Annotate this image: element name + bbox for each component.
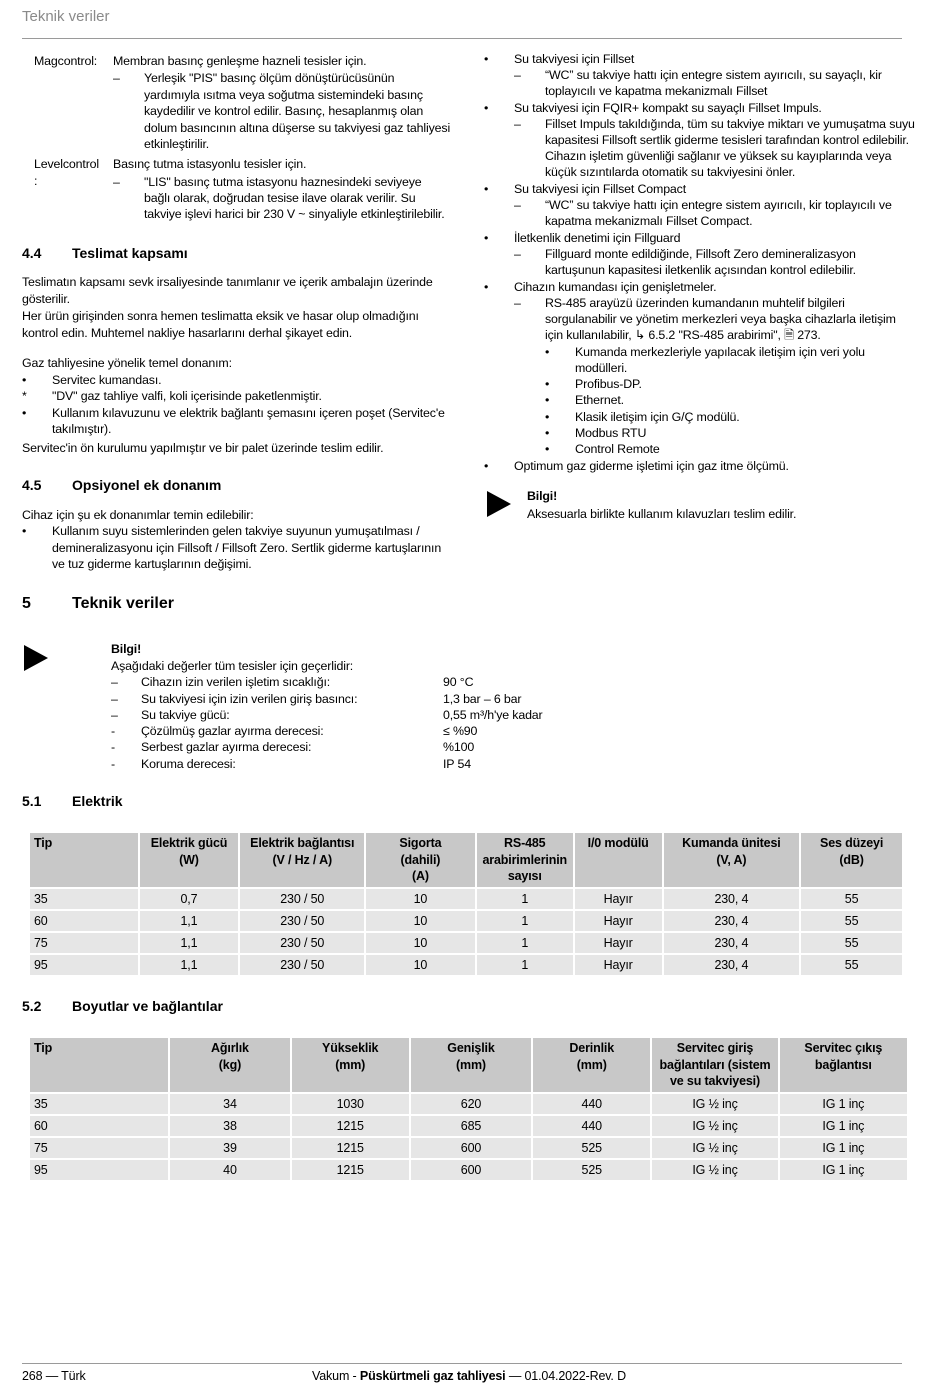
section-4-5-number: 4.5 bbox=[22, 477, 42, 493]
col-header-line: (mm) bbox=[455, 1057, 486, 1072]
impuls-line: Fillset Impuls takıldığında, tüm su takviye miktarı ve yumuşatma suyu bbox=[545, 117, 915, 131]
table-cell: 525 bbox=[533, 1138, 650, 1158]
ext-subitem: Modbus RTU bbox=[575, 426, 647, 440]
magcontrol-desc: Membran basınç genleşme hazneli tesisler için. bbox=[113, 54, 367, 68]
table-cell: 0,7 bbox=[140, 889, 239, 909]
ext-subitem: Control Remote bbox=[575, 442, 660, 456]
table-cell: 1030 bbox=[292, 1094, 409, 1114]
table-cell: 1215 bbox=[292, 1138, 409, 1158]
info-text: Aksesuarla birlikte kullanım kılavuzları teslim edilir. bbox=[527, 507, 797, 521]
ext-subitem: Kumanda merkezleriyle yapılacak iletişim için veri yolu bbox=[575, 345, 865, 359]
col-header-line: Ses düzeyi bbox=[820, 836, 884, 850]
footer-doc-bold: Püskürtmeli gaz tahliyesi bbox=[359, 1369, 506, 1383]
table-cell: 1215 bbox=[292, 1116, 409, 1136]
list-dash: – bbox=[514, 296, 521, 310]
compact-title: Su takviyesi için Fillset Compact bbox=[514, 182, 687, 196]
section-5-2-title: Boyutlar ve bağlantılar bbox=[72, 998, 223, 1014]
list-bullet: • bbox=[22, 524, 27, 538]
col-header-line: sayısı bbox=[507, 869, 542, 883]
col-header bbox=[292, 1038, 409, 1092]
list-bullet: • bbox=[484, 231, 489, 245]
table-cell: 230, 4 bbox=[664, 911, 800, 931]
col-header-line: (kg) bbox=[218, 1057, 242, 1072]
col-header-line: (mm) bbox=[576, 1057, 607, 1072]
section-4-4-number: 4.4 bbox=[22, 245, 42, 261]
col-header-line: Elektrik bağlantısı bbox=[250, 836, 355, 850]
col-header bbox=[664, 833, 800, 887]
table-cell: 230 / 50 bbox=[240, 889, 364, 909]
sub-bullet: • bbox=[545, 393, 550, 407]
table-row bbox=[30, 889, 902, 909]
levelcontrol-line: "LIS" basınç tutma istasyonu haznesindeki seviyeye bbox=[144, 175, 422, 189]
table-cell: 230 / 50 bbox=[240, 911, 364, 931]
table-row bbox=[30, 955, 902, 975]
magcontrol-dash: – bbox=[113, 71, 120, 85]
sub-bullet: • bbox=[545, 410, 550, 424]
spec-dash: – bbox=[111, 708, 118, 722]
table-cell: 35 bbox=[30, 889, 138, 909]
table-cell: 230, 4 bbox=[664, 933, 800, 953]
table-cell: 230, 4 bbox=[664, 889, 800, 909]
table-cell: IG ½ inç bbox=[652, 1094, 777, 1114]
section-4-5-title: Opsiyonel ek donanım bbox=[72, 477, 222, 493]
sub-bullet: • bbox=[545, 426, 550, 440]
list-bullet: • bbox=[484, 101, 489, 115]
ext-title: Cihazın kumandası için genişletmeler. bbox=[514, 280, 717, 294]
spec-dash: – bbox=[111, 692, 118, 706]
table-cell: 1 bbox=[477, 955, 573, 975]
table-row bbox=[30, 1116, 907, 1136]
table-cell: 10 bbox=[366, 955, 475, 975]
ext-subitem-cont: modülleri. bbox=[575, 361, 628, 375]
impuls-line: Cihazın işletim güvenliği sağlanır ve yüksek su kayıplarında veya bbox=[545, 149, 892, 163]
table-cell: 230 / 50 bbox=[240, 933, 364, 953]
table-cell: 10 bbox=[366, 911, 475, 931]
list-item: "DV" gaz tahliye valfi, koli içerisinde paketlenmiştir. bbox=[52, 389, 322, 403]
footer-doc-title bbox=[312, 1368, 626, 1385]
list-dash: – bbox=[514, 68, 521, 82]
spec-label: Cihazın izin verilen işletim sıcaklığı: bbox=[141, 675, 331, 689]
col-header-line: I/0 modülü bbox=[587, 836, 649, 850]
impuls-line: küçük sızıntılarda otomatik su takviyesini önler. bbox=[545, 165, 796, 179]
table-cell: 1,1 bbox=[140, 911, 239, 931]
list-outro: Servitec'in ön kurulumu yapılmıştır ve bir palet üzerinde teslim edilir. bbox=[22, 441, 384, 455]
levelcontrol-dash: – bbox=[113, 175, 120, 189]
table-cell: 685 bbox=[411, 1116, 531, 1136]
table-cell: 440 bbox=[533, 1094, 650, 1114]
info-title: Bilgi! bbox=[527, 489, 558, 503]
col-header bbox=[30, 833, 138, 887]
ext-subitem: Klasik iletişim için G/Ç modülü. bbox=[575, 410, 740, 424]
col-header-line: Servitec çıkış bbox=[804, 1041, 883, 1055]
col-header-line: Yükseklik bbox=[322, 1041, 379, 1055]
table-cell: 35 bbox=[30, 1094, 168, 1114]
header-divider bbox=[22, 38, 902, 39]
spec-dash: - bbox=[111, 757, 115, 771]
col-header bbox=[240, 833, 364, 887]
table-cell: 600 bbox=[411, 1138, 531, 1158]
info-intro: Aşağıdaki değerler tüm tesisler için geçerlidir: bbox=[111, 659, 354, 673]
fillset-line: toplayıcılı ve kapatma mekanizmalı Fillset bbox=[545, 84, 768, 98]
table-cell: 75 bbox=[30, 933, 138, 953]
table-cell: 60 bbox=[30, 1116, 168, 1136]
magcontrol-line: yardımıyla ısıtma veya soğutma sistemindeki basınç bbox=[144, 88, 423, 102]
section-5-1-title: Elektrik bbox=[72, 793, 123, 809]
col-header bbox=[780, 1038, 907, 1092]
section-5-1-number: 5.1 bbox=[22, 793, 42, 809]
table-cell: 10 bbox=[366, 933, 475, 953]
table-cell: 40 bbox=[170, 1160, 289, 1180]
list-bullet: • bbox=[22, 373, 27, 387]
list-intro: Cihaz için şu ek donanımlar temin edilebilir: bbox=[22, 508, 254, 522]
table-cell: 75 bbox=[30, 1138, 168, 1158]
col-header-line: Sigorta bbox=[399, 836, 442, 850]
col-header-line: Elektrik gücü bbox=[150, 836, 228, 850]
magcontrol-label: Magcontrol: bbox=[34, 54, 98, 68]
ext-line: RS-485 arayüzü üzerinden kumandanın muhtelif bilgileri bbox=[545, 296, 845, 310]
table-cell: 60 bbox=[30, 911, 138, 931]
sub-bullet: • bbox=[545, 377, 550, 391]
table-cell: 55 bbox=[801, 911, 902, 931]
table-cell: IG ½ inç bbox=[652, 1160, 777, 1180]
table-row bbox=[30, 1138, 907, 1158]
list-bullet: • bbox=[484, 52, 489, 66]
fillguard-line: kartuşunun kapasitesi iletkenlik açısından kontrol edilebilir. bbox=[545, 263, 856, 277]
section-4-4-title: Teslimat kapsamı bbox=[72, 245, 188, 261]
footer-page-number: 268 — Türk bbox=[22, 1369, 86, 1383]
list-item-cont: demineralizasyonu için Fillsoft / Fillsoft Zero. Sertlik giderme kartuşlarının bbox=[52, 541, 442, 555]
table-cell: IG 1 inç bbox=[780, 1138, 907, 1158]
table-cell: Hayır bbox=[575, 911, 662, 931]
table-cell: 600 bbox=[411, 1160, 531, 1180]
table-cell: 1,1 bbox=[140, 933, 239, 953]
table-cell: 1 bbox=[477, 933, 573, 953]
list-bullet: * bbox=[22, 389, 27, 403]
spec-dash: - bbox=[111, 740, 115, 754]
list-item: Kullanım kılavuzunu ve elektrik bağlantı şemasını içeren poşet (Servitec'e bbox=[52, 406, 445, 420]
col-header bbox=[170, 1038, 289, 1092]
ext-subitem: Profibus-DP. bbox=[575, 377, 642, 391]
col-header-line: RS-485 bbox=[504, 836, 546, 850]
list-item-cont: takılmıştır). bbox=[52, 422, 112, 436]
table-cell: 55 bbox=[801, 933, 902, 953]
table-cell: 55 bbox=[801, 955, 902, 975]
table-cell: 95 bbox=[30, 955, 138, 975]
col-header bbox=[411, 1038, 531, 1092]
col-header-line: arabirimlerinin bbox=[482, 852, 568, 867]
table-cell: IG ½ inç bbox=[652, 1138, 777, 1158]
col-header bbox=[652, 1038, 777, 1092]
info-title: Bilgi! bbox=[111, 642, 142, 656]
table-cell: 38 bbox=[170, 1116, 289, 1136]
magcontrol-line: kaydedilir ve kontrol edilir. Basınç, hesaplanmış olan bbox=[144, 104, 424, 118]
spec-label: Serbest gazlar ayırma derecesi: bbox=[141, 740, 312, 754]
footer-divider bbox=[22, 1363, 902, 1364]
col-header-line: (W) bbox=[179, 852, 199, 867]
table-row bbox=[30, 1160, 907, 1180]
col-header-line: (dB) bbox=[839, 852, 864, 867]
spec-dash: – bbox=[111, 675, 118, 689]
table-cell: 10 bbox=[366, 889, 475, 909]
fillset-line: “WC” su takviye hattı için entegre sistem ayırıcılı, su sayaçlı, kir bbox=[545, 68, 882, 82]
table-header-row bbox=[30, 1038, 907, 1092]
compact-line: kapatma mekanizmalı Fillset Compact. bbox=[545, 214, 753, 228]
fillset-title: Su takviyesi için Fillset bbox=[514, 52, 635, 66]
electric-table bbox=[28, 831, 904, 977]
dimensions-table bbox=[28, 1036, 909, 1182]
paragraph-line: Teslimatın kapsamı sevk irsaliyesinde tanımlanır ve içerik ambalajın üzerinde bbox=[22, 275, 433, 289]
table-cell: 525 bbox=[533, 1160, 650, 1180]
col-header bbox=[30, 1038, 168, 1092]
col-header-line: Kumanda ünitesi bbox=[682, 836, 781, 850]
levelcontrol-line: takviye işlevi harici bir 230 V ~ sinyaliyle etkinleştirilebilir. bbox=[144, 207, 445, 221]
col-header-line: bağlantıları (sistem bbox=[659, 1057, 771, 1072]
col-header-line: Derinlik bbox=[569, 1041, 615, 1055]
table-cell: 1,1 bbox=[140, 955, 239, 975]
table-cell: 39 bbox=[170, 1138, 289, 1158]
footer-doc-suffix: — 01.04.2022-Rev. D bbox=[505, 1369, 626, 1383]
ext-line: sorgulanabilir ve yönetim merkezleri veya başka cihazlarla iletişim bbox=[545, 312, 896, 326]
spec-dash: - bbox=[111, 724, 115, 738]
list-item-cont: ve tuz giderme kartuşlarının değişimi. bbox=[52, 557, 252, 571]
col-header-line: Servitec giriş bbox=[676, 1041, 754, 1055]
table-row bbox=[30, 1094, 907, 1114]
table-cell: 95 bbox=[30, 1160, 168, 1180]
table-cell: Hayır bbox=[575, 955, 662, 975]
ext-line-xref[interactable]: için kullanılabilir, ↳ 6.5.2 "RS-485 arabirimi", 🗎 273. bbox=[545, 328, 821, 342]
magcontrol-line: Yerleşik "PIS" basınç ölçüm dönüştürücüsünün bbox=[144, 71, 395, 85]
list-bullet: • bbox=[484, 182, 489, 196]
section-5-2-number: 5.2 bbox=[22, 998, 42, 1014]
info-arrow-icon bbox=[24, 645, 48, 671]
spec-label: Su takviyesi için izin verilen giriş basıncı: bbox=[141, 692, 358, 706]
table-cell: 34 bbox=[170, 1094, 289, 1114]
col-header bbox=[575, 833, 662, 887]
list-bullet: • bbox=[484, 459, 489, 473]
table-cell: 1215 bbox=[292, 1160, 409, 1180]
spec-value: ≤ %90 bbox=[443, 724, 478, 738]
paragraph-line: gösterilir. bbox=[22, 292, 70, 306]
section-5-title: Teknik veriler bbox=[72, 595, 174, 612]
spec-label: Su takviye gücü: bbox=[141, 708, 230, 722]
table-header-row bbox=[30, 833, 902, 887]
list-bullet: • bbox=[22, 406, 27, 420]
table-cell: Hayır bbox=[575, 933, 662, 953]
table-cell: 440 bbox=[533, 1116, 650, 1136]
col-header bbox=[140, 833, 239, 887]
fillguard-line: Fillguard monte edildiğinde, Fillsoft Zero demineralizasyon bbox=[545, 247, 856, 261]
impuls-line: kapasitesi Fillsoft sertlik giderme tesisleri tarafından kontrol edilebilir. bbox=[545, 133, 909, 147]
paragraph-line: kontrol edin. Muhtemel nakliye hasarlarını derhal şikayet edin. bbox=[22, 326, 353, 340]
col-header bbox=[366, 833, 475, 887]
col-header-line: (V / Hz / A) bbox=[272, 852, 332, 867]
compact-line: “WC” su takviye hattı için entegre sistem ayırıcılı, kir toplayıcılı ve bbox=[545, 198, 892, 212]
spec-value: %100 bbox=[443, 740, 475, 754]
impuls-title: Su takviyesi için FQIR+ kompakt su sayaçlı Fillset Impuls. bbox=[514, 101, 822, 115]
table-cell: IG ½ inç bbox=[652, 1116, 777, 1136]
col-header-line: (V, A) bbox=[716, 852, 747, 867]
table-cell: 620 bbox=[411, 1094, 531, 1114]
col-header-line: Genişlik bbox=[447, 1041, 495, 1055]
levelcontrol-label: Levelcontrol bbox=[34, 157, 100, 171]
spec-value: 90 °C bbox=[443, 675, 474, 689]
sub-bullet: • bbox=[545, 442, 550, 456]
list-dash: – bbox=[514, 198, 521, 212]
table-cell: IG 1 inç bbox=[780, 1160, 907, 1180]
sub-bullet: • bbox=[545, 345, 550, 359]
col-header-line: bağlantısı bbox=[814, 1057, 872, 1072]
table-cell: IG 1 inç bbox=[780, 1116, 907, 1136]
col-header-line: (dahili) bbox=[400, 852, 441, 867]
table-cell: 230 / 50 bbox=[240, 955, 364, 975]
fillguard-title: İletkenlik denetimi için Fillguard bbox=[514, 231, 681, 245]
spec-value: 0,55 m³/h'ye kadar bbox=[443, 708, 543, 722]
paragraph-line: Her ürün girişinden sonra hemen teslimatta eksik ve hasar olup olmadığını bbox=[22, 309, 419, 323]
spec-value: IP 54 bbox=[443, 757, 471, 771]
section-5-number: 5 bbox=[22, 595, 31, 612]
levelcontrol-label-colon: : bbox=[34, 174, 38, 188]
list-dash: – bbox=[514, 247, 521, 261]
list-item: Kullanım suyu sistemlerinden gelen takviye suyunun yumuşatılması / bbox=[52, 524, 420, 538]
table-row bbox=[30, 911, 902, 931]
table-cell: Hayır bbox=[575, 889, 662, 909]
levelcontrol-desc: Basınç tutma istasyonlu tesisler için. bbox=[113, 157, 307, 171]
table-cell: 1 bbox=[477, 889, 573, 909]
table-cell: IG 1 inç bbox=[780, 1094, 907, 1114]
spec-value: 1,3 bar – 6 bar bbox=[443, 692, 522, 706]
info-arrow-icon bbox=[487, 491, 511, 517]
ext-subitem: Ethernet. bbox=[575, 393, 624, 407]
last-item: Optimum gaz giderme işletimi için gaz itme ölçümü. bbox=[514, 459, 789, 473]
list-dash: – bbox=[514, 117, 521, 131]
col-header-line: Tip bbox=[34, 1041, 53, 1055]
table-cell: 55 bbox=[801, 889, 902, 909]
col-header bbox=[801, 833, 902, 887]
list-bullet: • bbox=[484, 280, 489, 294]
table-row bbox=[30, 933, 902, 953]
col-header-line: Tip bbox=[34, 836, 53, 850]
magcontrol-line: dolum basıncının altına düşerse su takviyesi gaz tahliyesi bbox=[144, 121, 451, 135]
footer-doc-prefix: Vakum - bbox=[312, 1369, 360, 1383]
spec-label: Çözülmüş gazlar ayırma derecesi: bbox=[141, 724, 324, 738]
list-item: Servitec kumandası. bbox=[52, 373, 162, 387]
page-header-title: Teknik veriler bbox=[22, 8, 110, 25]
col-header bbox=[533, 1038, 650, 1092]
spec-label: Koruma derecesi: bbox=[141, 757, 236, 771]
levelcontrol-line: bağlı olarak, doğrudan tesise ilave olarak verilir. Su bbox=[144, 191, 416, 205]
list-intro: Gaz tahliyesine yönelik temel donanım: bbox=[22, 356, 232, 370]
col-header bbox=[477, 833, 573, 887]
col-header-line: (mm) bbox=[335, 1057, 366, 1072]
magcontrol-line: etkinleştirilir. bbox=[144, 137, 210, 151]
table-cell: 1 bbox=[477, 911, 573, 931]
col-header-line: (A) bbox=[411, 869, 429, 883]
col-header-line: Ağırlık bbox=[211, 1041, 249, 1055]
col-header-line: ve su takviyesi) bbox=[670, 1074, 761, 1088]
table-cell: 230, 4 bbox=[664, 955, 800, 975]
